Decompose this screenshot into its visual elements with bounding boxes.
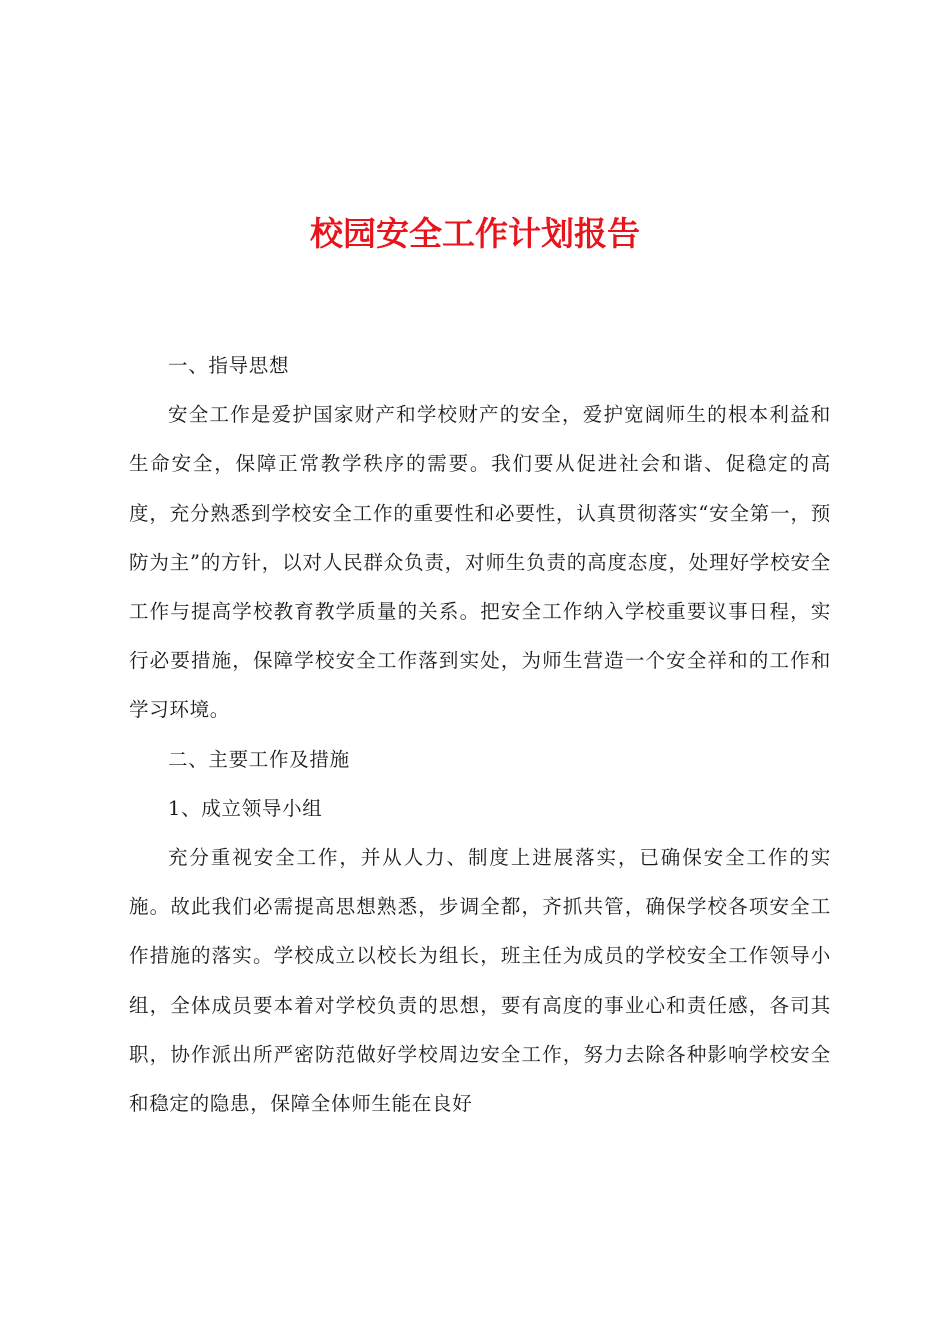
- subsection-heading-leadership-group: 1、成立领导小组: [168, 796, 323, 820]
- document-body: [129, 341, 831, 1128]
- document-title: 校园安全工作计划报告: [310, 214, 640, 253]
- paragraph-guiding-ideology: 安全工作是爱护国家财产和学校财产的安全，爱护宽阔师生的根本利益和生命安全，保障正常教学秩序的需要。我们要从促进社会和谐、促稳定的高度，充分熟悉到学校安全工作的重要性和必要性，认真贯彻落实“安全第一，预防为主”的方针，以对人民群众负责，对师生负责的高度态度，处理好学校安全工作与提高学校教育教学质量的关系。把安全工作纳入学校重要议事日程，实行必要措施，保障学校安全工作落到实处，为师生营造一个安全祥和的工作和学习环境。: [129, 403, 831, 722]
- section-heading-guiding-ideology: 一、指导思想: [168, 354, 290, 377]
- section-heading-main-work: 二、主要工作及措施: [168, 747, 350, 771]
- paragraph-leadership-group: 充分重视安全工作，并从人力、制度上进展落实，已确保安全工作的实施。故此我们必需提高思想熟悉，步调全都，齐抓共管，确保学校各项安全工作措施的落实。学校成立以校长为组长，班主任为成员的学校安全工作领导小组，全体成员要本着对学校负责的思想，要有高度的事业心和责任感，各司其职，协作派出所严密防范做好学校周边安全工作，努力去除各种影响学校安全和稳定的隐患，保障全体师生能在良好: [129, 846, 831, 1116]
